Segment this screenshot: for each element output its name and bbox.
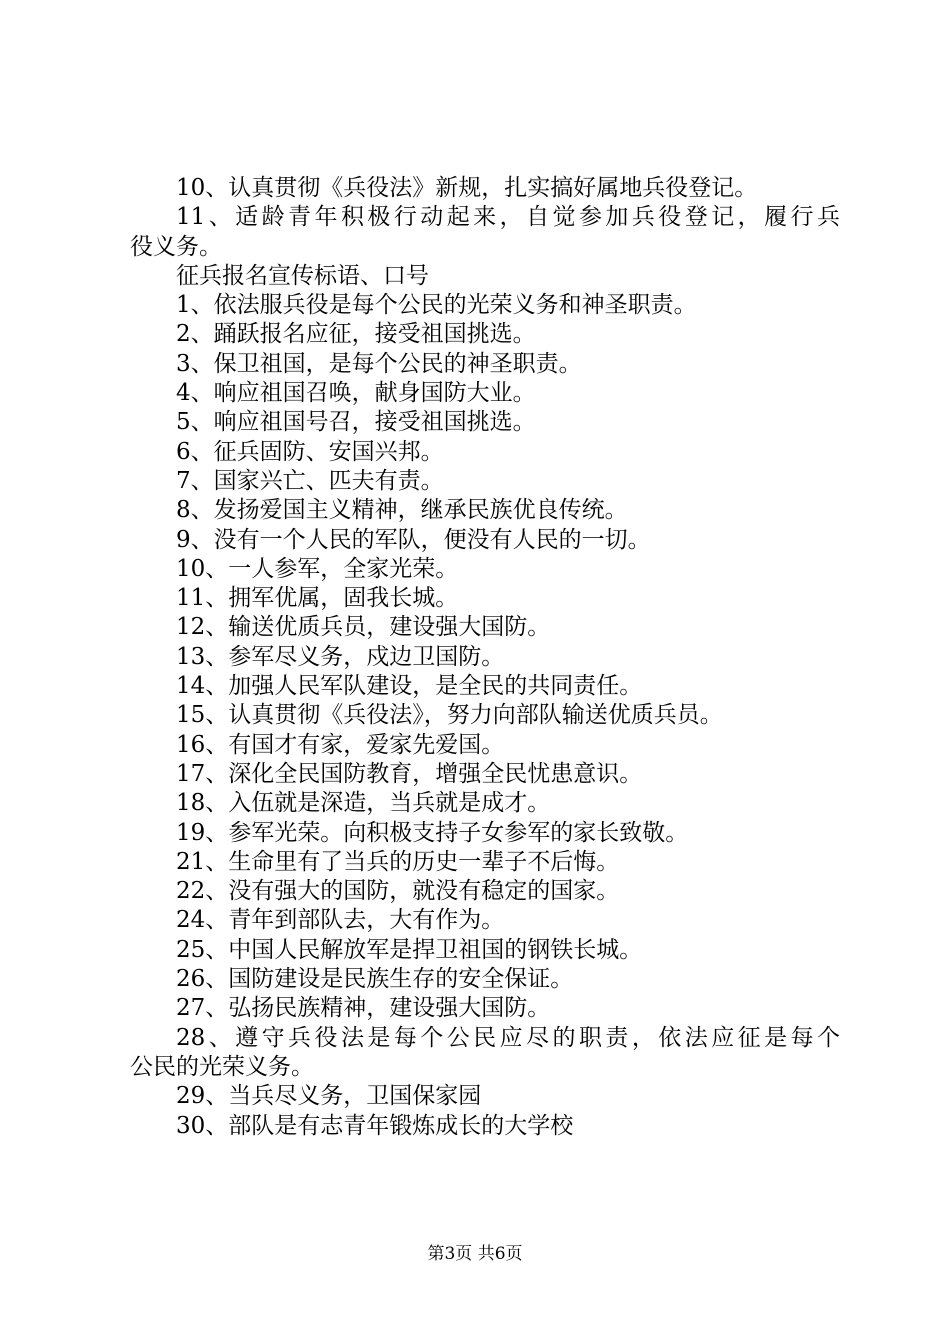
page-number: 第3页 共6页 (427, 1244, 523, 1264)
paragraph-line: 25、中国人民解放军是捍卫祖国的钢铁长城。 (176, 936, 643, 963)
document-body (130, 174, 840, 1141)
paragraph-continuation-line: 公民的光荣义务。 (130, 1053, 314, 1080)
page-footer (0, 1244, 950, 1264)
paragraph-line: 3、保卫祖国，是每个公民的神圣职责。 (176, 350, 582, 377)
paragraph-line: 2、踊跃报名应征，接受祖国挑选。 (176, 321, 536, 348)
paragraph-line: 6、征兵固防、安国兴邦。 (176, 438, 444, 465)
paragraph-line: 11、拥军优属，固我长城。 (176, 585, 459, 612)
paragraph-line: 10、认真贯彻《兵役法》新规，扎实搞好属地兵役登记。 (176, 175, 758, 201)
paragraph-line: 13、参军尽义务，戍边卫国防。 (176, 643, 505, 670)
paragraph-line: 11、适龄青年积极行动起来，自觉参加兵役登记，履行兵 (176, 204, 840, 231)
paragraph-line: 17、深化全民国防教育，增强全民忧患意识。 (176, 760, 643, 787)
paragraph-line: 27、弘扬民族精神，建设强大国防。 (176, 995, 551, 1022)
paragraph-line: 19、参军光荣。向积极支持子女参军的家长致敬。 (176, 819, 689, 846)
paragraph-line: 30、部队是有志青年锻炼成长的大学校 (176, 1112, 574, 1139)
paragraph-line: 29、当兵尽义务，卫国保家园 (176, 1083, 482, 1110)
paragraph-line: 16、有国才有家，爱家先爱国。 (176, 731, 505, 758)
paragraph-line: 8、发扬爱国主义精神，继承民族优良传统。 (176, 497, 628, 524)
paragraph-line: 18、入伍就是深造，当兵就是成才。 (176, 790, 551, 817)
paragraph-line: 10、一人参军，全家光荣。 (176, 555, 459, 582)
paragraph-line: 14、加强人民军队建设，是全民的共同责任。 (176, 673, 643, 700)
paragraph-line: 22、没有强大的国防，就没有稳定的国家。 (176, 878, 620, 905)
paragraph-line: 26、国防建设是民族生存的安全保证。 (176, 966, 574, 993)
paragraph-line: 12、输送优质兵员，建设强大国防。 (176, 614, 551, 641)
paragraph-line: 9、没有一个人民的军队，便没有人民的一切。 (176, 526, 651, 553)
paragraph-line: 4、响应祖国召唤，献身国防大业。 (176, 380, 536, 407)
paragraph-line: 24、青年到部队去，大有作为。 (176, 907, 505, 934)
paragraph-line: 28、遵守兵役法是每个公民应尽的职责，依法应征是每个 (176, 1024, 840, 1051)
paragraph-continuation-line: 役义务。 (130, 233, 222, 260)
paragraph-line: 15、认真贯彻《兵役法》，努力向部队输送优质兵员。 (176, 702, 723, 729)
paragraph-line: 1、依法服兵役是每个公民的光荣义务和神圣职责。 (176, 292, 697, 319)
paragraph-line: 7、国家兴亡、匹夫有责。 (176, 467, 444, 494)
paragraph-line: 5、响应祖国号召，接受祖国挑选。 (176, 409, 536, 436)
paragraph-line: 征兵报名宣传标语、口号 (176, 262, 429, 289)
paragraph-line: 21、生命里有了当兵的历史一辈子不后悔。 (176, 848, 620, 875)
